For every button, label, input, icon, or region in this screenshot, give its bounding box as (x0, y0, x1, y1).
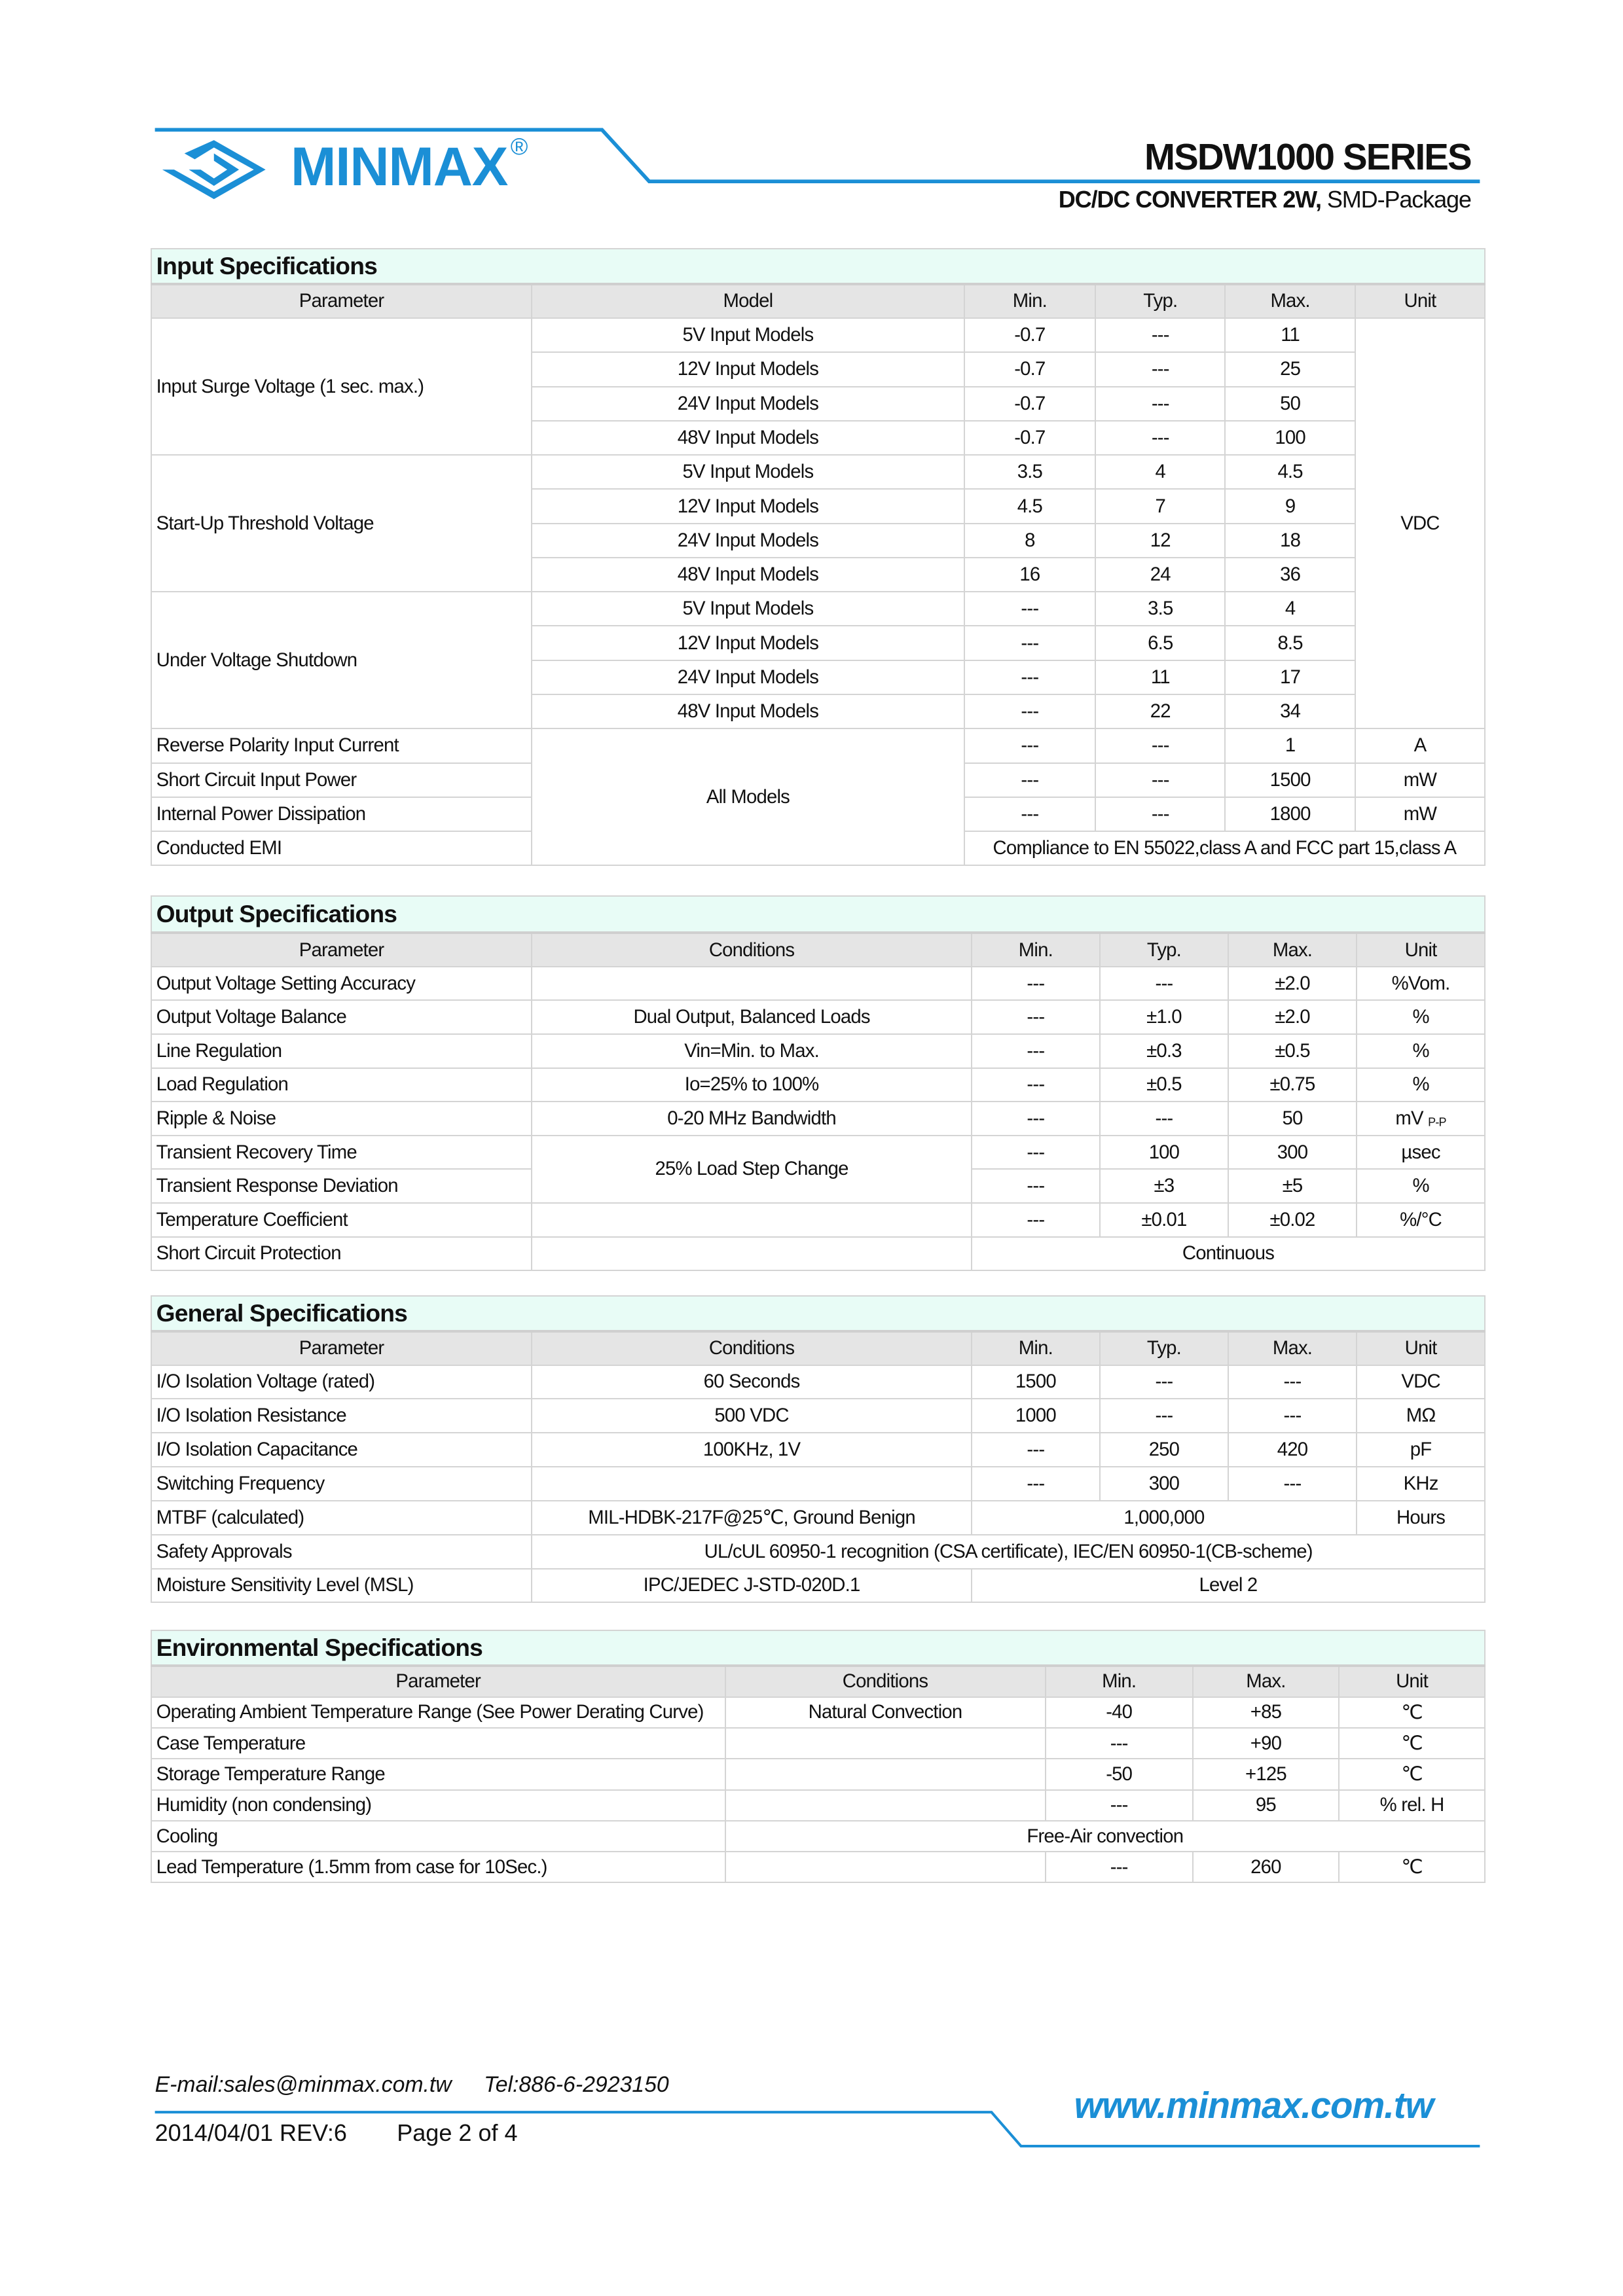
table-row (151, 1697, 1485, 1728)
cell: 4 (1095, 455, 1225, 489)
model-cell: All Models (532, 728, 964, 865)
cell: UL/cUL 60950-1 recognition (CSA certificate), IEC/EN 60950-1(CB-scheme) (532, 1535, 1485, 1569)
cell: --- (964, 797, 1096, 831)
cell: 12V Input Models (532, 489, 964, 523)
table-row (151, 1102, 1485, 1136)
parameter-cell: Output Voltage Setting Accuracy (151, 967, 532, 1001)
conditions-cell: 0-20 MHz Bandwidth (532, 1102, 972, 1136)
unit-cell: % (1357, 1169, 1485, 1203)
cell: 95 (1193, 1790, 1339, 1821)
col-header: Min. (964, 284, 1096, 318)
col-header: Unit (1355, 284, 1485, 318)
cell: 5V Input Models (532, 455, 964, 489)
cell: IPC/JEDEC J-STD-020D.1 (532, 1569, 972, 1603)
cell: 50 (1225, 387, 1355, 421)
parameter-cell: Safety Approvals (151, 1535, 532, 1569)
cell: 24V Input Models (532, 524, 964, 558)
col-header: Unit (1357, 1331, 1485, 1365)
cell: 8 (964, 524, 1096, 558)
table-row (151, 1237, 1485, 1271)
cell: 9 (1225, 489, 1355, 523)
cell: --- (1095, 387, 1225, 421)
unit-cell: %Vom. (1357, 967, 1485, 1001)
cell: --- (1100, 1399, 1228, 1433)
cell: 1000 (972, 1399, 1100, 1433)
conditions-cell: Dual Output, Balanced Loads (532, 1000, 972, 1034)
cell: -50 (1046, 1759, 1193, 1789)
table-row (151, 1365, 1485, 1399)
parameter-cell: Storage Temperature Range (151, 1759, 725, 1789)
cell: --- (1095, 421, 1225, 455)
cell: 22 (1095, 694, 1225, 728)
table-row (151, 728, 1485, 762)
parameter-cell: Load Regulation (151, 1068, 532, 1102)
conditions-cell: Vin=Min. to Max. (532, 1034, 972, 1068)
table-row (151, 1821, 1485, 1852)
cell: 1 (1225, 728, 1355, 762)
cell: 3.5 (964, 455, 1096, 489)
cell: --- (1100, 1365, 1228, 1399)
conditions-cell: Io=25% to 100% (532, 1068, 972, 1102)
table-row (151, 1399, 1485, 1433)
parameter-cell: Transient Response Deviation (151, 1169, 532, 1203)
cell: --- (1046, 1790, 1193, 1821)
cell: VDC (1357, 1365, 1485, 1399)
table-row (151, 1535, 1485, 1569)
cell: --- (964, 763, 1096, 797)
section-title: General Specifications (151, 1296, 1485, 1331)
col-header: Typ. (1100, 933, 1228, 967)
subtitle-bold: DC/DC CONVERTER 2W, (1058, 185, 1321, 213)
parameter-cell: Switching Frequency (151, 1467, 532, 1501)
col-header: Conditions (532, 1331, 972, 1365)
parameter-cell: MTBF (calculated) (151, 1501, 532, 1535)
col-header: Min. (972, 933, 1100, 967)
cell: ℃ (1339, 1728, 1485, 1759)
table-row (151, 592, 1485, 626)
table-row (151, 1501, 1485, 1535)
parameter-cell: I/O Isolation Voltage (rated) (151, 1365, 532, 1399)
table-row (151, 318, 1485, 352)
cell: 17 (1225, 660, 1355, 694)
cell: 11 (1225, 318, 1355, 352)
parameter-cell: Start-Up Threshold Voltage (151, 455, 532, 592)
minmax-logo-icon (162, 140, 266, 199)
registered-mark: ® (510, 132, 528, 160)
series-subtitle (1059, 186, 1471, 213)
parameter-cell: Internal Power Dissipation (151, 797, 532, 831)
cell: --- (972, 1068, 1100, 1102)
cell: ℃ (1339, 1759, 1485, 1789)
cell: --- (1228, 1365, 1357, 1399)
cell: A (1355, 728, 1485, 762)
parameter-cell: Case Temperature (151, 1728, 725, 1759)
table-row (151, 1433, 1485, 1467)
table-row (151, 1759, 1485, 1789)
cell: Free-Air convection (725, 1821, 1486, 1852)
cell: --- (1100, 967, 1228, 1001)
unit-cell (1357, 1102, 1485, 1136)
cell: 300 (1100, 1467, 1228, 1501)
parameter-cell: Output Voltage Balance (151, 1000, 532, 1034)
cell: ℃ (1339, 1697, 1485, 1728)
cell: 1500 (1225, 763, 1355, 797)
parameter-cell: Temperature Coefficient (151, 1203, 532, 1237)
unit-cell: VDC (1355, 318, 1485, 728)
unit-cell: % (1357, 1034, 1485, 1068)
col-header: Max. (1228, 1331, 1357, 1365)
col-header: Typ. (1100, 1331, 1228, 1365)
input-specifications-table (151, 248, 1486, 867)
cell: ±0.75 (1228, 1068, 1357, 1102)
parameter-cell: Humidity (non condensing) (151, 1790, 725, 1821)
table-row (151, 1000, 1485, 1034)
cell (532, 1237, 972, 1271)
cell: 4 (1225, 592, 1355, 626)
col-header: Max. (1228, 933, 1357, 967)
table-row (151, 455, 1485, 489)
cell: 36 (1225, 558, 1355, 592)
cell: 3.5 (1095, 592, 1225, 626)
cell: ±0.3 (1100, 1034, 1228, 1068)
cell: 18 (1225, 524, 1355, 558)
footer-tel: Tel:886-6-2923150 (484, 2072, 669, 2098)
cell: --- (964, 728, 1096, 762)
cell: MΩ (1357, 1399, 1485, 1433)
cell: ±1.0 (1100, 1000, 1228, 1034)
cell: ±3 (1100, 1169, 1228, 1203)
cell: 5V Input Models (532, 592, 964, 626)
cell: mW (1355, 763, 1485, 797)
parameter-cell: Cooling (151, 1821, 725, 1852)
parameter-cell: Ripple & Noise (151, 1102, 532, 1136)
cell: 48V Input Models (532, 558, 964, 592)
cell: 1500 (972, 1365, 1100, 1399)
cell: 1800 (1225, 797, 1355, 831)
unit-cell: µsec (1357, 1136, 1485, 1170)
cell: 250 (1100, 1433, 1228, 1467)
cell: --- (972, 1136, 1100, 1170)
cell: 25 (1225, 352, 1355, 386)
cell: 60 Seconds (532, 1365, 972, 1399)
cell: MIL-HDBK-217F@25℃, Ground Benign (532, 1501, 972, 1535)
cell: 7 (1095, 489, 1225, 523)
cell (725, 1759, 1046, 1789)
cell: KHz (1357, 1467, 1485, 1501)
cell: +85 (1193, 1697, 1339, 1728)
cell: Natural Convection (725, 1697, 1046, 1728)
cell: % rel. H (1339, 1790, 1485, 1821)
parameter-cell: Conducted EMI (151, 831, 532, 865)
cell: --- (972, 1433, 1100, 1467)
cell: +90 (1193, 1728, 1339, 1759)
series-title: MSDW1000 SERIES (1144, 136, 1471, 178)
cell: 12V Input Models (532, 352, 964, 386)
general-specifications-table (151, 1295, 1486, 1604)
cell: ±0.01 (1100, 1203, 1228, 1237)
cell: 48V Input Models (532, 421, 964, 455)
table-row (151, 1203, 1485, 1237)
cell: --- (1095, 728, 1225, 762)
cell: 500 VDC (532, 1399, 972, 1433)
table-row (151, 1569, 1485, 1603)
parameter-cell: Reverse Polarity Input Current (151, 728, 532, 762)
cell: --- (1095, 352, 1225, 386)
cell: ±0.02 (1228, 1203, 1357, 1237)
col-header: Unit (1339, 1666, 1485, 1696)
conditions-cell: 25% Load Step Change (532, 1136, 972, 1203)
cell: --- (1046, 1852, 1193, 1882)
footer-website-link[interactable]: www.minmax.com.tw (1074, 2085, 1434, 2126)
cell: --- (972, 1034, 1100, 1068)
cell: ±0.5 (1100, 1068, 1228, 1102)
cell: 100 (1225, 421, 1355, 455)
environmental-specifications-table (151, 1630, 1486, 1883)
col-header: Unit (1357, 933, 1485, 967)
cell: 420 (1228, 1433, 1357, 1467)
col-header: Typ. (1095, 284, 1225, 318)
cell: +125 (1193, 1759, 1339, 1789)
parameter-cell: Transient Recovery Time (151, 1136, 532, 1170)
cell: --- (972, 1169, 1100, 1203)
parameter-cell: Input Surge Voltage (1 sec. max.) (151, 318, 532, 455)
cell: 300 (1228, 1136, 1357, 1170)
parameter-cell: Short Circuit Protection (151, 1237, 532, 1271)
cell: mW (1355, 797, 1485, 831)
unit-text: mV (1395, 1107, 1423, 1130)
cell: --- (972, 967, 1100, 1001)
cell: 16 (964, 558, 1096, 592)
table-row (151, 1136, 1485, 1170)
cell (725, 1728, 1046, 1759)
cell: pF (1357, 1433, 1485, 1467)
cell: 24 (1095, 558, 1225, 592)
cell: -0.7 (964, 387, 1096, 421)
section-title: Environmental Specifications (151, 1630, 1485, 1666)
brand-name: MINMAX (290, 136, 508, 198)
unit-cell: % (1357, 1068, 1485, 1102)
cell: --- (964, 660, 1096, 694)
col-header: Max. (1193, 1666, 1339, 1696)
cell: 4.5 (964, 489, 1096, 523)
parameter-cell: Line Regulation (151, 1034, 532, 1068)
cell: --- (964, 694, 1096, 728)
table-row (151, 1034, 1485, 1068)
table-row (151, 1790, 1485, 1821)
cell: --- (972, 1000, 1100, 1034)
cell: 12 (1095, 524, 1225, 558)
parameter-cell: Operating Ambient Temperature Range (See Power Derating Curve) (151, 1697, 725, 1728)
section-title: Input Specifications (151, 249, 1485, 284)
col-header: Conditions (532, 933, 972, 967)
cell: ±2.0 (1228, 1000, 1357, 1034)
unit-subscript: P-P (1428, 1115, 1446, 1129)
cell: --- (1095, 318, 1225, 352)
parameter-cell: I/O Isolation Capacitance (151, 1433, 532, 1467)
cell: --- (972, 1467, 1100, 1501)
cell: 48V Input Models (532, 694, 964, 728)
footer-email[interactable]: E-mail:sales@minmax.com.tw (155, 2072, 452, 2098)
col-header: Max. (1225, 284, 1355, 318)
cell: ±2.0 (1228, 967, 1357, 1001)
parameter-cell: Moisture Sensitivity Level (MSL) (151, 1569, 532, 1603)
footer-page-number: Page 2 of 4 (397, 2119, 518, 2147)
table-row (151, 1852, 1485, 1882)
cell: ±5 (1228, 1169, 1357, 1203)
cell: Continuous (972, 1237, 1485, 1271)
col-header: Model (532, 284, 964, 318)
cell: 5V Input Models (532, 318, 964, 352)
cell: --- (1228, 1467, 1357, 1501)
cell: 100KHz, 1V (532, 1433, 972, 1467)
output-specifications-table (151, 895, 1486, 1271)
cell: 4.5 (1225, 455, 1355, 489)
emi-value: Compliance to EN 55022,class A and FCC part 15,class A (964, 831, 1486, 865)
cell: 100 (1100, 1136, 1228, 1170)
col-header: Conditions (725, 1666, 1046, 1696)
parameter-cell: I/O Isolation Resistance (151, 1399, 532, 1433)
cell: ±0.5 (1228, 1034, 1357, 1068)
cell: -40 (1046, 1697, 1193, 1728)
col-header: Min. (1046, 1666, 1193, 1696)
cell: ℃ (1339, 1852, 1485, 1882)
cell: 260 (1193, 1852, 1339, 1882)
conditions-cell (532, 967, 972, 1001)
table-row (151, 1068, 1485, 1102)
col-header: Parameter (151, 1666, 725, 1696)
unit-cell: % (1357, 1000, 1485, 1034)
cell: -0.7 (964, 421, 1096, 455)
unit-cell: %/°C (1357, 1203, 1485, 1237)
footer-date-rev: 2014/04/01 REV:6 (155, 2119, 347, 2147)
cell: 34 (1225, 694, 1355, 728)
cell: --- (1046, 1728, 1193, 1759)
cell (725, 1790, 1046, 1821)
col-header: Parameter (151, 1331, 532, 1365)
cell: 12V Input Models (532, 626, 964, 660)
cell: --- (964, 592, 1096, 626)
parameter-cell: Short Circuit Input Power (151, 763, 532, 797)
cell: --- (972, 1102, 1100, 1136)
table-row (151, 1728, 1485, 1759)
subtitle-rest: SMD-Package (1321, 185, 1471, 213)
cell: -0.7 (964, 318, 1096, 352)
cell: 6.5 (1095, 626, 1225, 660)
col-header: Parameter (151, 284, 532, 318)
cell: -0.7 (964, 352, 1096, 386)
cell: --- (1095, 763, 1225, 797)
cell (725, 1852, 1046, 1882)
col-header: Parameter (151, 933, 532, 967)
cell: Level 2 (972, 1569, 1485, 1603)
cell: --- (1100, 1102, 1228, 1136)
section-title: Output Specifications (151, 896, 1485, 933)
table-row (151, 967, 1485, 1001)
cell (532, 1467, 972, 1501)
cell: 50 (1228, 1102, 1357, 1136)
conditions-cell (532, 1203, 972, 1237)
cell: --- (964, 626, 1096, 660)
table-row (151, 1467, 1485, 1501)
cell: --- (1228, 1399, 1357, 1433)
cell: 11 (1095, 660, 1225, 694)
cell: 24V Input Models (532, 660, 964, 694)
parameter-cell: Under Voltage Shutdown (151, 592, 532, 728)
cell: --- (1095, 797, 1225, 831)
parameter-cell: Lead Temperature (1.5mm from case for 10Sec.) (151, 1852, 725, 1882)
cell: 1,000,000 (972, 1501, 1357, 1535)
cell: Hours (1357, 1501, 1485, 1535)
cell: 8.5 (1225, 626, 1355, 660)
cell: 24V Input Models (532, 387, 964, 421)
cell: --- (972, 1203, 1100, 1237)
col-header: Min. (972, 1331, 1100, 1365)
